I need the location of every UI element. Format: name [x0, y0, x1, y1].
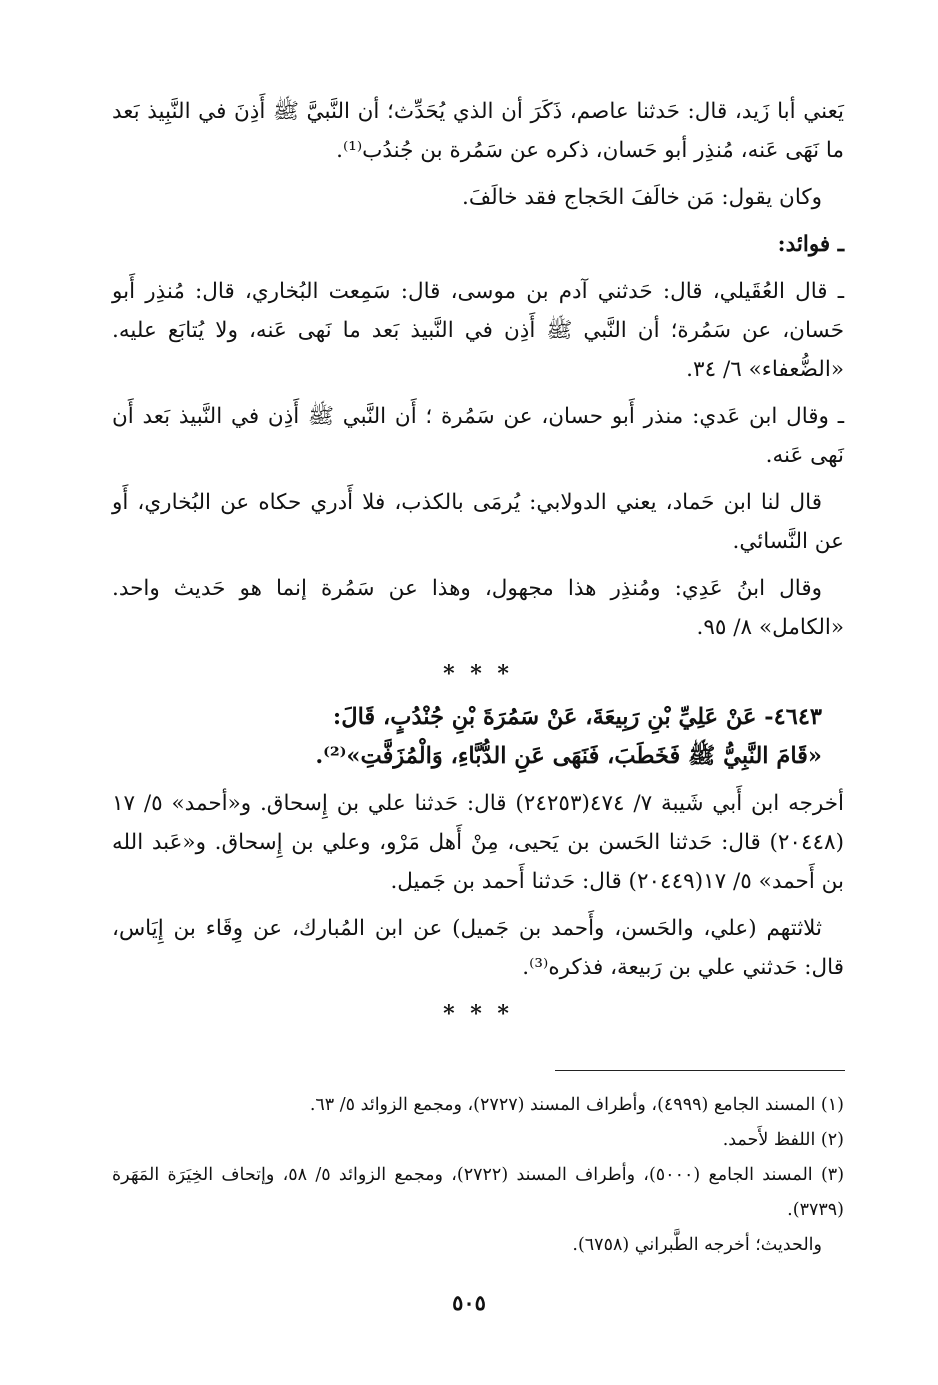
- paragraph: ـ قال العُقَيلي، قال: حَدثني آدم بن موسى، قال: سَمِعت البُخاري، قال: مُنذِر أَبو حَسان، عن سَمُرة؛ أن النَّبي ﷺ أَذِن في النَّبيذ بَعد ما نَهى عَنه، ولا يُتابَع عليه. «الضُّعفاء» ٦/ ٣٤.: [112, 279, 844, 382]
- separator-stars: * * *: [443, 1001, 513, 1027]
- footnote-divider: [555, 1070, 845, 1071]
- hadith-text: «قَامَ النَّبِيُّ ﷺ فَخَطَبَ، فَنَهَى عَنِ الدُّبَّاءِ، وَالْمُزَفَّتِ»⁽²⁾.: [315, 743, 822, 769]
- footnote: (١) المسند الجامع (٤٩٩٩)، وأطراف المسند (٢٧٢٧)، ومجمع الزوائد ٥/ ٦٣.: [309, 1095, 844, 1115]
- hadith-number-line: ٤٦٤٣- عَنْ عَلِيِّ بْنِ رَبِيعَةَ، عَنْ سَمُرَةَ بْنِ جُنْدُبٍ، قَالَ:: [332, 704, 822, 730]
- page-number: ٥٠٥: [452, 1290, 486, 1315]
- footnote: (٣) المسند الجامع (٥٠٠٠)، وأطراف المسند (٢٧٢٢)، ومجمع الزوائد ٥/ ٥٨، وإتحاف الخِيَرَة المَهَرة (٣٧٣٩).: [112, 1165, 845, 1220]
- section-heading: ـ فوائد:: [777, 232, 844, 257]
- separator-stars: * * *: [443, 661, 513, 687]
- paragraph: وقال ابنُ عَدِي: ومُنذِر هذا مجهول، وهذا عن سَمُرة إنما هو حَديث واحد. «الكامل» ٨/ ٩٥.: [112, 576, 844, 640]
- footnotes: [112, 1088, 844, 1263]
- paragraph: ثلاثتهم (علي، والحَسن، وأَحمد بن جَميل) عن ابن المُبارك، عن وِقَاء بن إِيَاس، قال: حَدثني علي بن رَبيعة، فذكره⁽³⁾.: [112, 916, 844, 980]
- paragraph: أخرجه ابن أَبي شَيبة ٧/ ٤٧٤(٢٤٢٥٣) قال: حَدثنا علي بن إِسحاق. و«أحمد» ٥/ ١٧ (٢٠٤٤٨) قال: حَدثنا الحَسن بن يَحيى، مِنْ أَهل مَرْو، وعلي بن إِسحاق. و«عَبد الله بن أَحمد» ٥/ ١٧(٢٠٤٤٩) قال: حَدثنا أَحمد بن جَميل.: [112, 791, 845, 894]
- footnote: والحديث؛ أخرجه الطَّبراني (٦٧٥٨).: [572, 1235, 822, 1255]
- paragraph: ـ وقال ابن عَدي: منذر أَبو حسان، عن سَمُرة ؛ أَن النَّبي ﷺ أَذِن في النَّبيذ بَعد أَن نَهى عَنه.: [112, 404, 844, 468]
- footnote: (٢) اللفظ لأَحمد.: [722, 1130, 844, 1150]
- main-text: [112, 92, 844, 1038]
- paragraph: يَعني أبا زَيد، قال: حَدثنا عاصم، ذَكَرَ أن الذي يُحَدِّث؛ أن النَّبيَّ ﷺ أَذِنَ في النَّبِيذ بَعد ما نَهَى عَنه، مُنذِر أبو حَسان، ذكره عن سَمُرة بن جُندُب⁽¹⁾.: [112, 99, 844, 163]
- paragraph: قال لنا ابن حَماد، يعني الدولابي: يُرمَى بالكذب، فلا أَدري حكاه عن البُخاري، أَو عن النَّسائي.: [112, 490, 844, 554]
- paragraph: وكان يقول: مَن خالَفَ الحَجاج فقد خالَفَ.: [462, 185, 822, 210]
